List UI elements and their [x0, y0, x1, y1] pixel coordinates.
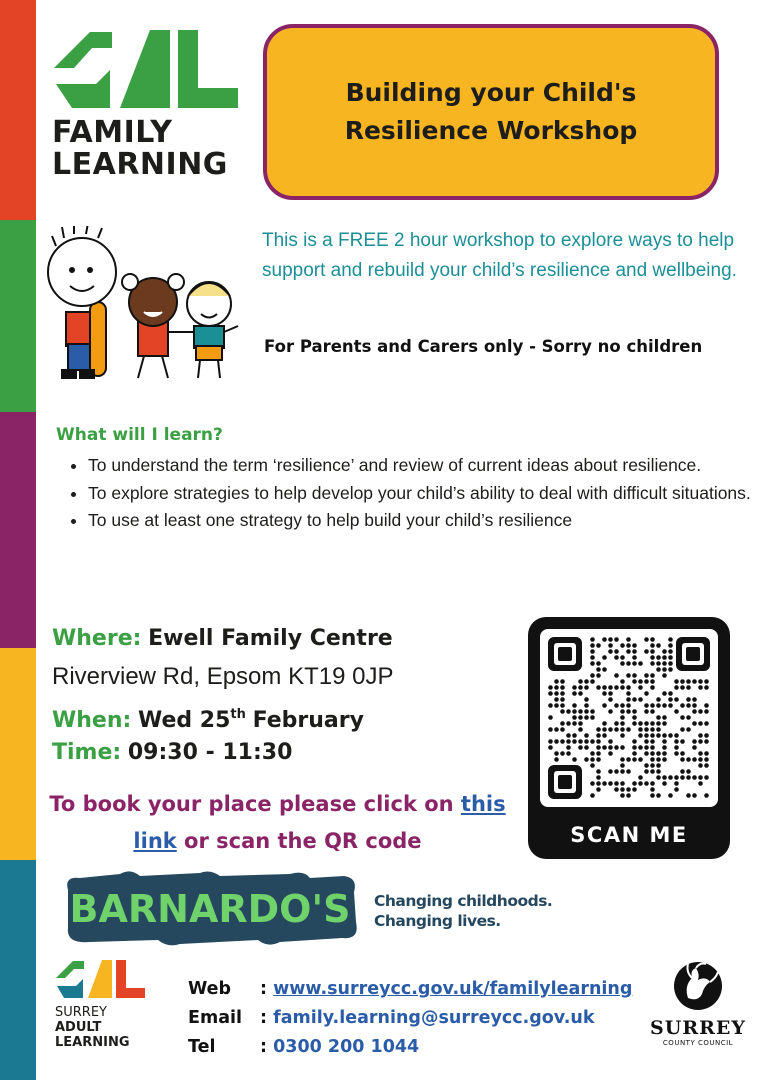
logo-line-1: FAMILY — [52, 115, 173, 150]
stripe-purple — [0, 412, 36, 648]
web-link[interactable]: www.surreycc.gov.uk/familylearning — [273, 979, 633, 999]
sal-small-logo-icon — [55, 958, 147, 1000]
barnardos-logo — [60, 870, 360, 946]
scan-me-label: SCAN ME — [570, 823, 688, 847]
learn-heading: What will I learn? — [56, 425, 223, 445]
title-box — [263, 24, 719, 200]
when-month: February — [252, 708, 364, 733]
sal-small-line-2: ADULT — [55, 1020, 102, 1035]
contact-block — [188, 975, 632, 1062]
time-line — [52, 736, 292, 769]
sal-small-line-3: LEARNING — [55, 1035, 130, 1050]
booking-pre: To book your place please click on — [49, 792, 454, 816]
stripe-green — [0, 220, 36, 412]
surrey-sub: COUNTY COUNCIL — [662, 1039, 734, 1047]
when-line — [52, 699, 364, 737]
address-line: Riverview Rd, Epsom KT19 0JP — [52, 663, 394, 690]
web-label: Web — [188, 979, 232, 999]
qr-code-icon — [540, 629, 718, 807]
tel-label: Tel — [188, 1037, 216, 1057]
barnardos-tagline — [374, 891, 552, 931]
page-title: Building your Child's Resilience Workshop — [344, 78, 638, 145]
sal-family-learning-logo — [52, 26, 242, 181]
booking-post: or scan the QR code — [184, 829, 422, 853]
stag-emblem-icon — [670, 958, 726, 1012]
surrey-name: SURREY — [650, 1017, 746, 1039]
audience-note: For Parents and Carers only - Sorry no children — [264, 337, 703, 356]
where-line — [52, 622, 393, 655]
where-value: Ewell Family Centre — [148, 626, 393, 651]
list-item: • To explore strategies to help develop your child’s ability to deal with difficult situations. — [88, 480, 763, 508]
tel-row: Tel : 0300 200 1044 — [188, 1033, 632, 1062]
qr-code[interactable] — [540, 629, 718, 807]
sal-logo-icon — [52, 26, 242, 112]
when-label: When: — [52, 708, 132, 733]
when-day: Wed 25 — [137, 708, 231, 733]
booking-text — [30, 786, 525, 860]
barnardos-tag-2: Changing lives. — [374, 912, 501, 930]
email-label: Email — [188, 1008, 242, 1028]
time-label: Time: — [52, 740, 122, 765]
email-row: Email : family.learning@surreycc.gov.uk — [188, 1004, 632, 1033]
sal-small-line-1: SURREY — [55, 1005, 107, 1020]
stripe-teal — [0, 860, 36, 1080]
logo-line-2: LEARNING — [52, 147, 228, 182]
booking-link-part-1[interactable]: this — [460, 792, 506, 816]
barnardos-tag-1: Changing childhoods. — [374, 892, 553, 910]
time-value: 09:30 - 11:30 — [127, 740, 293, 765]
where-label: Where: — [52, 626, 142, 651]
children-illustration — [44, 226, 244, 386]
barnardos-wordmark: BARNARDO'S — [69, 887, 351, 931]
when-day-suffix: th — [230, 707, 246, 722]
surrey-county-council-logo — [648, 958, 748, 1047]
list-item: • To use at least one strategy to help build your child’s resilience — [88, 507, 763, 535]
tel-value[interactable]: 0300 200 1044 — [273, 1037, 420, 1057]
learn-list — [70, 452, 763, 535]
surrey-adult-learning-logo — [55, 958, 147, 1050]
intro-text: This is a FREE 2 hour workshop to explore ways to help support and rebuild your child’s resilience and wellbeing. — [262, 230, 737, 281]
web-row: Web : www.surreycc.gov.uk/familylearning — [188, 975, 632, 1004]
qr-code-card[interactable] — [528, 617, 730, 859]
booking-link-part-2[interactable]: link — [133, 829, 177, 853]
stripe-red — [0, 0, 36, 220]
list-item: • To understand the term ‘resilience’ and review of current ideas about resilience. — [88, 452, 763, 480]
email-value[interactable]: family.learning@surreycc.gov.uk — [273, 1008, 595, 1028]
